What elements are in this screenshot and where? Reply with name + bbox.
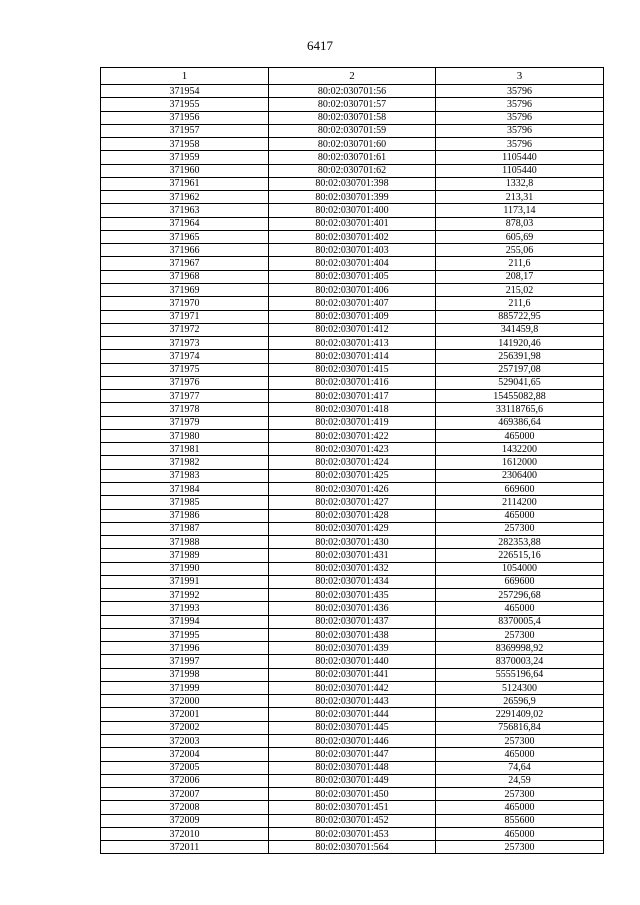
table-row: [101, 615, 604, 628]
table-row: [101, 522, 604, 535]
table-row: [101, 469, 604, 482]
record-number-cell: 371996: [101, 642, 269, 655]
table-row: [101, 337, 604, 350]
cadastral-number-cell: 80:02:030701:430: [269, 536, 436, 549]
table-row: [101, 390, 604, 403]
table-row: [101, 482, 604, 495]
cadastral-number-cell: 80:02:030701:419: [269, 416, 436, 429]
cadastral-number-cell: 80:02:030701:422: [269, 429, 436, 442]
value-cell: 213,31: [436, 191, 604, 204]
record-number-cell: 371991: [101, 575, 269, 588]
cadastral-number-cell: 80:02:030701:402: [269, 230, 436, 243]
table-row: [101, 761, 604, 774]
record-number-cell: 371958: [101, 138, 269, 151]
table-row: [101, 323, 604, 336]
record-number-cell: 371997: [101, 655, 269, 668]
value-cell: 215,02: [436, 283, 604, 296]
table-row: [101, 443, 604, 456]
table-row: [101, 124, 604, 137]
record-number-cell: 371964: [101, 217, 269, 230]
cadastral-number-cell: 80:02:030701:56: [269, 85, 436, 98]
cadastral-number-cell: 80:02:030701:417: [269, 390, 436, 403]
value-cell: 257296,68: [436, 589, 604, 602]
table-row: [101, 85, 604, 98]
value-cell: 756816,84: [436, 721, 604, 734]
record-number-cell: 371971: [101, 310, 269, 323]
record-number-cell: 371978: [101, 403, 269, 416]
value-cell: 24,59: [436, 774, 604, 787]
value-cell: 74,64: [436, 761, 604, 774]
value-cell: 15455082,88: [436, 390, 604, 403]
table-row: [101, 814, 604, 827]
record-number-cell: 372008: [101, 801, 269, 814]
value-cell: 208,17: [436, 270, 604, 283]
table-row: [101, 191, 604, 204]
table-row: [101, 589, 604, 602]
table-row: [101, 164, 604, 177]
cadastral-number-cell: 80:02:030701:60: [269, 138, 436, 151]
record-number-cell: 372010: [101, 827, 269, 840]
value-cell: 141920,46: [436, 337, 604, 350]
value-cell: 1105440: [436, 151, 604, 164]
value-cell: 465000: [436, 602, 604, 615]
value-cell: 1105440: [436, 164, 604, 177]
record-number-cell: 371968: [101, 270, 269, 283]
value-cell: 669600: [436, 482, 604, 495]
table-row: [101, 297, 604, 310]
value-cell: 257300: [436, 628, 604, 641]
cadastral-number-cell: 80:02:030701:449: [269, 774, 436, 787]
record-number-cell: 371986: [101, 509, 269, 522]
value-cell: 529041,65: [436, 376, 604, 389]
table-row: [101, 283, 604, 296]
value-cell: 1332,8: [436, 177, 604, 190]
record-number-cell: 371984: [101, 482, 269, 495]
record-number-cell: 372003: [101, 735, 269, 748]
cadastral-number-cell: 80:02:030701:436: [269, 602, 436, 615]
value-cell: 282353,88: [436, 536, 604, 549]
cadastral-number-cell: 80:02:030701:428: [269, 509, 436, 522]
record-number-cell: 371992: [101, 589, 269, 602]
value-cell: 465000: [436, 509, 604, 522]
record-number-cell: 371965: [101, 230, 269, 243]
value-cell: 465000: [436, 827, 604, 840]
record-number-cell: 372000: [101, 695, 269, 708]
cadastral-number-cell: 80:02:030701:438: [269, 628, 436, 641]
record-number-cell: 371957: [101, 124, 269, 137]
value-cell: 8370005,4: [436, 615, 604, 628]
record-number-cell: 371973: [101, 337, 269, 350]
cadastral-number-cell: 80:02:030701:59: [269, 124, 436, 137]
cadastral-number-cell: 80:02:030701:403: [269, 244, 436, 257]
record-number-cell: 371990: [101, 562, 269, 575]
record-number-cell: 371983: [101, 469, 269, 482]
table-row: [101, 429, 604, 442]
cadastral-number-cell: 80:02:030701:442: [269, 681, 436, 694]
table-row: [101, 536, 604, 549]
cadastral-number-cell: 80:02:030701:61: [269, 151, 436, 164]
cadastral-number-cell: 80:02:030701:434: [269, 575, 436, 588]
record-number-cell: 371982: [101, 456, 269, 469]
value-cell: 1432200: [436, 443, 604, 456]
record-number-cell: 372001: [101, 708, 269, 721]
record-number-cell: 371955: [101, 98, 269, 111]
cadastral-number-cell: 80:02:030701:431: [269, 549, 436, 562]
table-row: [101, 748, 604, 761]
value-cell: 8370003,24: [436, 655, 604, 668]
table-row: [101, 376, 604, 389]
value-cell: 8369998,92: [436, 642, 604, 655]
column-header-2: 2: [269, 68, 436, 85]
cadastral-number-cell: 80:02:030701:401: [269, 217, 436, 230]
cadastral-number-cell: 80:02:030701:440: [269, 655, 436, 668]
cadastral-number-cell: 80:02:030701:425: [269, 469, 436, 482]
record-number-cell: 371954: [101, 85, 269, 98]
value-cell: 465000: [436, 748, 604, 761]
cadastral-number-cell: 80:02:030701:426: [269, 482, 436, 495]
value-cell: 35796: [436, 85, 604, 98]
value-cell: 669600: [436, 575, 604, 588]
table-body: [101, 85, 604, 854]
value-cell: 26596,9: [436, 695, 604, 708]
table-row: [101, 98, 604, 111]
page-number: 6417: [307, 38, 333, 53]
value-cell: 255,06: [436, 244, 604, 257]
record-number-cell: 371970: [101, 297, 269, 310]
table-row: [101, 721, 604, 734]
cadastral-number-cell: 80:02:030701:444: [269, 708, 436, 721]
cadastral-number-cell: 80:02:030701:441: [269, 668, 436, 681]
table-row: [101, 681, 604, 694]
record-number-cell: 371988: [101, 536, 269, 549]
record-number-cell: 371966: [101, 244, 269, 257]
value-cell: 257300: [436, 788, 604, 801]
record-number-cell: 371963: [101, 204, 269, 217]
record-number-cell: 371993: [101, 602, 269, 615]
value-cell: 2306400: [436, 469, 604, 482]
record-number-cell: 371994: [101, 615, 269, 628]
value-cell: 5124300: [436, 681, 604, 694]
cadastral-number-cell: 80:02:030701:399: [269, 191, 436, 204]
record-number-cell: 371989: [101, 549, 269, 562]
cadastral-number-cell: 80:02:030701:416: [269, 376, 436, 389]
table-row: [101, 403, 604, 416]
value-cell: 256391,98: [436, 350, 604, 363]
value-cell: 257197,08: [436, 363, 604, 376]
cadastral-number-cell: 80:02:030701:427: [269, 496, 436, 509]
value-cell: 257300: [436, 522, 604, 535]
record-number-cell: 371959: [101, 151, 269, 164]
record-number-cell: 371985: [101, 496, 269, 509]
record-number-cell: 372009: [101, 814, 269, 827]
table-row: [101, 350, 604, 363]
value-cell: 469386,64: [436, 416, 604, 429]
table-row: [101, 257, 604, 270]
cadastral-number-cell: 80:02:030701:439: [269, 642, 436, 655]
data-table: [100, 67, 604, 854]
record-number-cell: 371977: [101, 390, 269, 403]
record-number-cell: 371995: [101, 628, 269, 641]
record-number-cell: 371980: [101, 429, 269, 442]
cadastral-number-cell: 80:02:030701:405: [269, 270, 436, 283]
record-number-cell: 371981: [101, 443, 269, 456]
cadastral-number-cell: 80:02:030701:453: [269, 827, 436, 840]
table-header-row: [101, 68, 604, 85]
table-row: [101, 111, 604, 124]
value-cell: 878,03: [436, 217, 604, 230]
table-row: [101, 708, 604, 721]
record-number-cell: 371976: [101, 376, 269, 389]
record-number-cell: 371956: [101, 111, 269, 124]
value-cell: 1173,14: [436, 204, 604, 217]
cadastral-number-cell: 80:02:030701:445: [269, 721, 436, 734]
table-row: [101, 695, 604, 708]
table-row: [101, 788, 604, 801]
table-row: [101, 735, 604, 748]
cadastral-number-cell: 80:02:030701:451: [269, 801, 436, 814]
value-cell: 465000: [436, 801, 604, 814]
table-row: [101, 270, 604, 283]
value-cell: 855600: [436, 814, 604, 827]
cadastral-number-cell: 80:02:030701:414: [269, 350, 436, 363]
record-number-cell: 371969: [101, 283, 269, 296]
record-number-cell: 372007: [101, 788, 269, 801]
record-number-cell: 371972: [101, 323, 269, 336]
cadastral-number-cell: 80:02:030701:409: [269, 310, 436, 323]
cadastral-number-cell: 80:02:030701:415: [269, 363, 436, 376]
record-number-cell: 372004: [101, 748, 269, 761]
cadastral-number-cell: 80:02:030701:398: [269, 177, 436, 190]
value-cell: 33118765,6: [436, 403, 604, 416]
table-row: [101, 509, 604, 522]
value-cell: 35796: [436, 138, 604, 151]
record-number-cell: 371960: [101, 164, 269, 177]
cadastral-number-cell: 80:02:030701:429: [269, 522, 436, 535]
table-row: [101, 138, 604, 151]
table-row: [101, 363, 604, 376]
cadastral-number-cell: 80:02:030701:443: [269, 695, 436, 708]
cadastral-number-cell: 80:02:030701:423: [269, 443, 436, 456]
cadastral-number-cell: 80:02:030701:437: [269, 615, 436, 628]
record-number-cell: 371974: [101, 350, 269, 363]
cadastral-number-cell: 80:02:030701:448: [269, 761, 436, 774]
table-row: [101, 456, 604, 469]
cadastral-number-cell: 80:02:030701:452: [269, 814, 436, 827]
table-row: [101, 628, 604, 641]
column-header-1: 1: [101, 68, 269, 85]
value-cell: 1612000: [436, 456, 604, 469]
value-cell: 2291409,02: [436, 708, 604, 721]
value-cell: 2114200: [436, 496, 604, 509]
table-row: [101, 151, 604, 164]
cadastral-number-cell: 80:02:030701:446: [269, 735, 436, 748]
record-number-cell: 371987: [101, 522, 269, 535]
table-row: [101, 310, 604, 323]
cadastral-number-cell: 80:02:030701:418: [269, 403, 436, 416]
value-cell: 5555196,64: [436, 668, 604, 681]
table-row: [101, 668, 604, 681]
cadastral-number-cell: 80:02:030701:564: [269, 841, 436, 854]
cadastral-number-cell: 80:02:030701:435: [269, 589, 436, 602]
table-row: [101, 827, 604, 840]
table-row: [101, 204, 604, 217]
cadastral-number-cell: 80:02:030701:424: [269, 456, 436, 469]
table-row: [101, 177, 604, 190]
table-row: [101, 416, 604, 429]
record-number-cell: 371975: [101, 363, 269, 376]
value-cell: 341459,8: [436, 323, 604, 336]
table-row: [101, 602, 604, 615]
table-row: [101, 496, 604, 509]
cadastral-number-cell: 80:02:030701:406: [269, 283, 436, 296]
cadastral-number-cell: 80:02:030701:450: [269, 788, 436, 801]
cadastral-number-cell: 80:02:030701:57: [269, 98, 436, 111]
record-number-cell: 372006: [101, 774, 269, 787]
value-cell: 465000: [436, 429, 604, 442]
record-number-cell: 371979: [101, 416, 269, 429]
table-row: [101, 244, 604, 257]
value-cell: 1054000: [436, 562, 604, 575]
table-row: [101, 655, 604, 668]
value-cell: 211,6: [436, 257, 604, 270]
value-cell: 226515,16: [436, 549, 604, 562]
record-number-cell: 371961: [101, 177, 269, 190]
table-row: [101, 562, 604, 575]
table-row: [101, 575, 604, 588]
column-header-3: 3: [436, 68, 604, 85]
cadastral-number-cell: 80:02:030701:62: [269, 164, 436, 177]
value-cell: 35796: [436, 111, 604, 124]
record-number-cell: 372011: [101, 841, 269, 854]
table-row: [101, 774, 604, 787]
table-row: [101, 801, 604, 814]
value-cell: 257300: [436, 841, 604, 854]
value-cell: 885722,95: [436, 310, 604, 323]
cadastral-number-cell: 80:02:030701:404: [269, 257, 436, 270]
cadastral-number-cell: 80:02:030701:432: [269, 562, 436, 575]
cadastral-number-cell: 80:02:030701:58: [269, 111, 436, 124]
record-number-cell: 372002: [101, 721, 269, 734]
value-cell: 35796: [436, 124, 604, 137]
table-row: [101, 217, 604, 230]
value-cell: 211,6: [436, 297, 604, 310]
record-number-cell: 371967: [101, 257, 269, 270]
value-cell: 257300: [436, 735, 604, 748]
record-number-cell: 371962: [101, 191, 269, 204]
table-row: [101, 230, 604, 243]
value-cell: 35796: [436, 98, 604, 111]
table-row: [101, 642, 604, 655]
cadastral-number-cell: 80:02:030701:400: [269, 204, 436, 217]
table-row: [101, 549, 604, 562]
value-cell: 605,69: [436, 230, 604, 243]
record-number-cell: 371999: [101, 681, 269, 694]
cadastral-number-cell: 80:02:030701:412: [269, 323, 436, 336]
cadastral-number-cell: 80:02:030701:407: [269, 297, 436, 310]
cadastral-number-cell: 80:02:030701:413: [269, 337, 436, 350]
cadastral-number-cell: 80:02:030701:447: [269, 748, 436, 761]
table-row: [101, 841, 604, 854]
record-number-cell: 371998: [101, 668, 269, 681]
record-number-cell: 372005: [101, 761, 269, 774]
